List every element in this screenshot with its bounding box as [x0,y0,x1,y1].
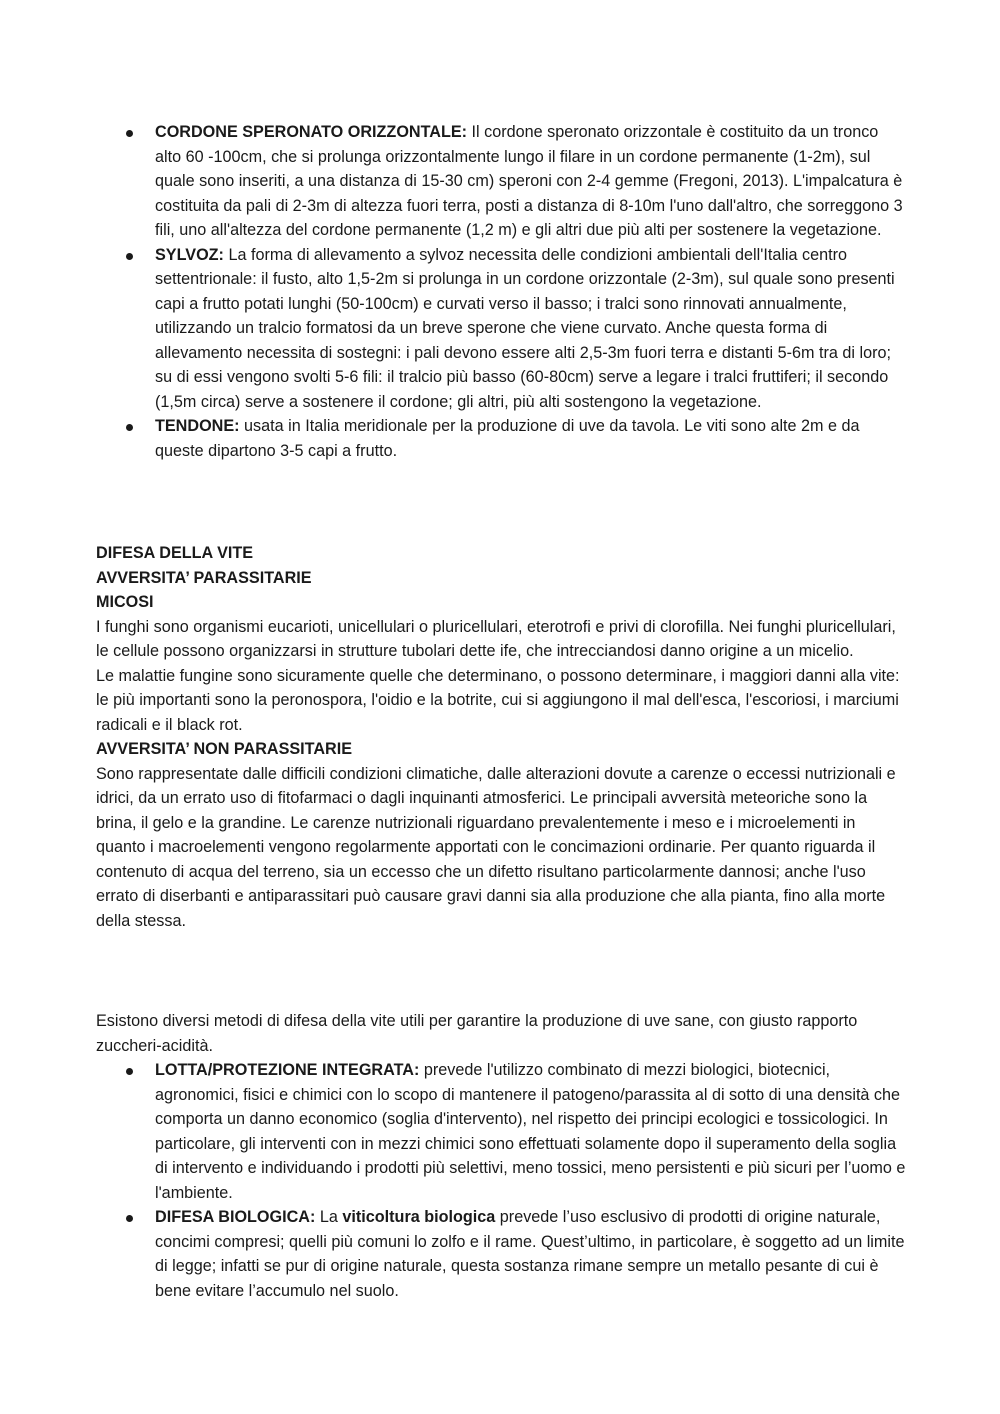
paragraph-non-parasitic: Sono rappresentate dalle difficili condizioni climatiche, dalle alterazioni dovute a carenze o eccessi nutrizionali e idrici, da un errato uso di fitofarmaci o dagli inquinanti atmosferici. Le principali avversità meteoriche sono la brina, il gelo e la grandine. Le carenze nutrizionali riguardano prevalentemente i meso e i microelementi in quanto i macroelementi vengono regolarmente apportati con le concimazioni ordinarie. Per quanto riguarda il contenuto di acqua del terreno, sia un eccesso che un difetto risultano particolarmente dannosi; anche l'uso errato di diserbanti e antiparassitari può causare gravi danni sia alla produzione che alla pianta, fino alla morte della stessa. [96,764,896,930]
paragraph-methods-intro: Esistono diversi metodi di difesa della vite utili per garantire la produzione di uve sane, con giusto rapporto zuccheri-acidità. [96,1012,858,1055]
item-text: prevede l’uso esclusivo di prodotti di origine naturale, concimi compresi; quelli più comuni lo zolfo e il rame. Quest’ultimo, in particolare, è soggetto ad un limite di legge; infatti se pur di origine naturale, questa sostanza rimane sempre un metallo pesante di cui è bene evitare l’accumulo nel suolo. [155,1208,905,1300]
list-item [96,120,908,243]
item-text: usata in Italia meridionale per la produzione di uve da tavola. Le viti sono alte 2m e da queste dipartono 3-5 capi a frutto. [155,417,860,460]
defense-section [96,541,908,933]
heading-mycoses: MICOSI [96,593,154,611]
item-title: DIFESA BIOLOGICA: [155,1208,316,1226]
heading-parasitic: AVVERSITA’ PARASSITARIE [96,568,312,587]
heading-defense: DIFESA DELLA VITE [96,544,254,562]
defense-methods-list [96,1058,908,1303]
list-item [96,243,908,415]
training-systems-section [96,120,908,463]
methods-section [96,1009,908,1303]
item-emphasis: viticoltura biologica [342,1208,496,1226]
item-title: LOTTA/PROTEZIONE INTEGRATA: [155,1061,420,1079]
list-item [96,1058,908,1205]
list-item [96,1205,908,1303]
list-item [96,414,908,463]
item-text: Il cordone speronato orizzontale è costituito da un tronco alto 60 -100cm, che si prolunga orizzontalmente lungo il filare in un cordone permanente (1-2m), sul quale sono inseriti, a una distanza di 15-30 cm) speroni con 2-4 gemme (Fregoni, 2013). L'impalcatura è costituita da pali di 2-3m di altezza fuori terra, posti a distanza di 8-10m l'uno dall'altro, che sorreggono 3 fili, uno all'altezza del cordone permanente (1,2 m) e gli altri due più alti per sostenere la vegetazione. [155,123,903,239]
item-pre-text: La [315,1208,343,1226]
item-title: SYLVOZ: [155,245,224,264]
paragraph-mycoses-1: I funghi sono organismi eucarioti, unicellulari o pluricellulari, eterotrofi e privi di clorofilla. Nei funghi pluricellulari, le cellule possono organizzarsi in strutture tubolari dette ife, che intrecciandosi danno origine a un micelio. [96,617,896,660]
item-text: La forma di allevamento a sylvoz necessita delle condizioni ambientali dell'Italia centro settentrionale: il fusto, alto 1,5-2m si prolunga in un cordone orizzontale (2-3m), sul quale sono presenti capi a frutto potati lunghi (50-100cm) e curvati verso il basso; i tralci sono rinnovati annualmente, utilizzando un tralcio formatosi da un breve sperone che viene curvato. Anche questa forma di allevamento necessita di sostegni: i pali devono essere alti 2,5-3m fuori terra e distanti 5-6m tra di loro; su di essi vengono svolti 5-6 fili: il tralcio più basso (60-80cm) serve a legare i tralci fruttiferi; il secondo (1,5m circa) serve a sostenere il cordone; gli altri, più alti sostengono la vegetazione. [155,245,895,411]
item-text: prevede l'utilizzo combinato di mezzi biologici, biotecnici, agronomici, fisici e chimici con lo scopo di mantenere il patogeno/parassita al di sotto di una densità che comporta un danno economico (soglia d'intervento), nel rispetto dei principi ecologici e tossicologici. In particolare, gli interventi con in mezzi chimici sono effettuati solamente dopo il superamento della soglia di intervento e individuando i prodotti più selettivi, meno tossici, meno persistenti e più sicuri per l’uomo e l'ambiente. [155,1061,906,1202]
training-systems-list [96,120,908,463]
paragraph-mycoses-2: Le malattie fungine sono sicuramente quelle che determinano, o possono determinare, i maggiori danni alla vite: le più importanti sono la peronospora, l'oidio e la botrite, cui si aggiungono il mal dell'esca, l'escoriosi, i marciumi radicali e il black rot. [96,666,900,734]
item-title: TENDONE: [155,417,240,435]
item-title: CORDONE SPERONATO ORIZZONTALE: [155,123,468,141]
heading-non-parasitic: AVVERSITA’ NON PARASSITARIE [96,740,353,758]
